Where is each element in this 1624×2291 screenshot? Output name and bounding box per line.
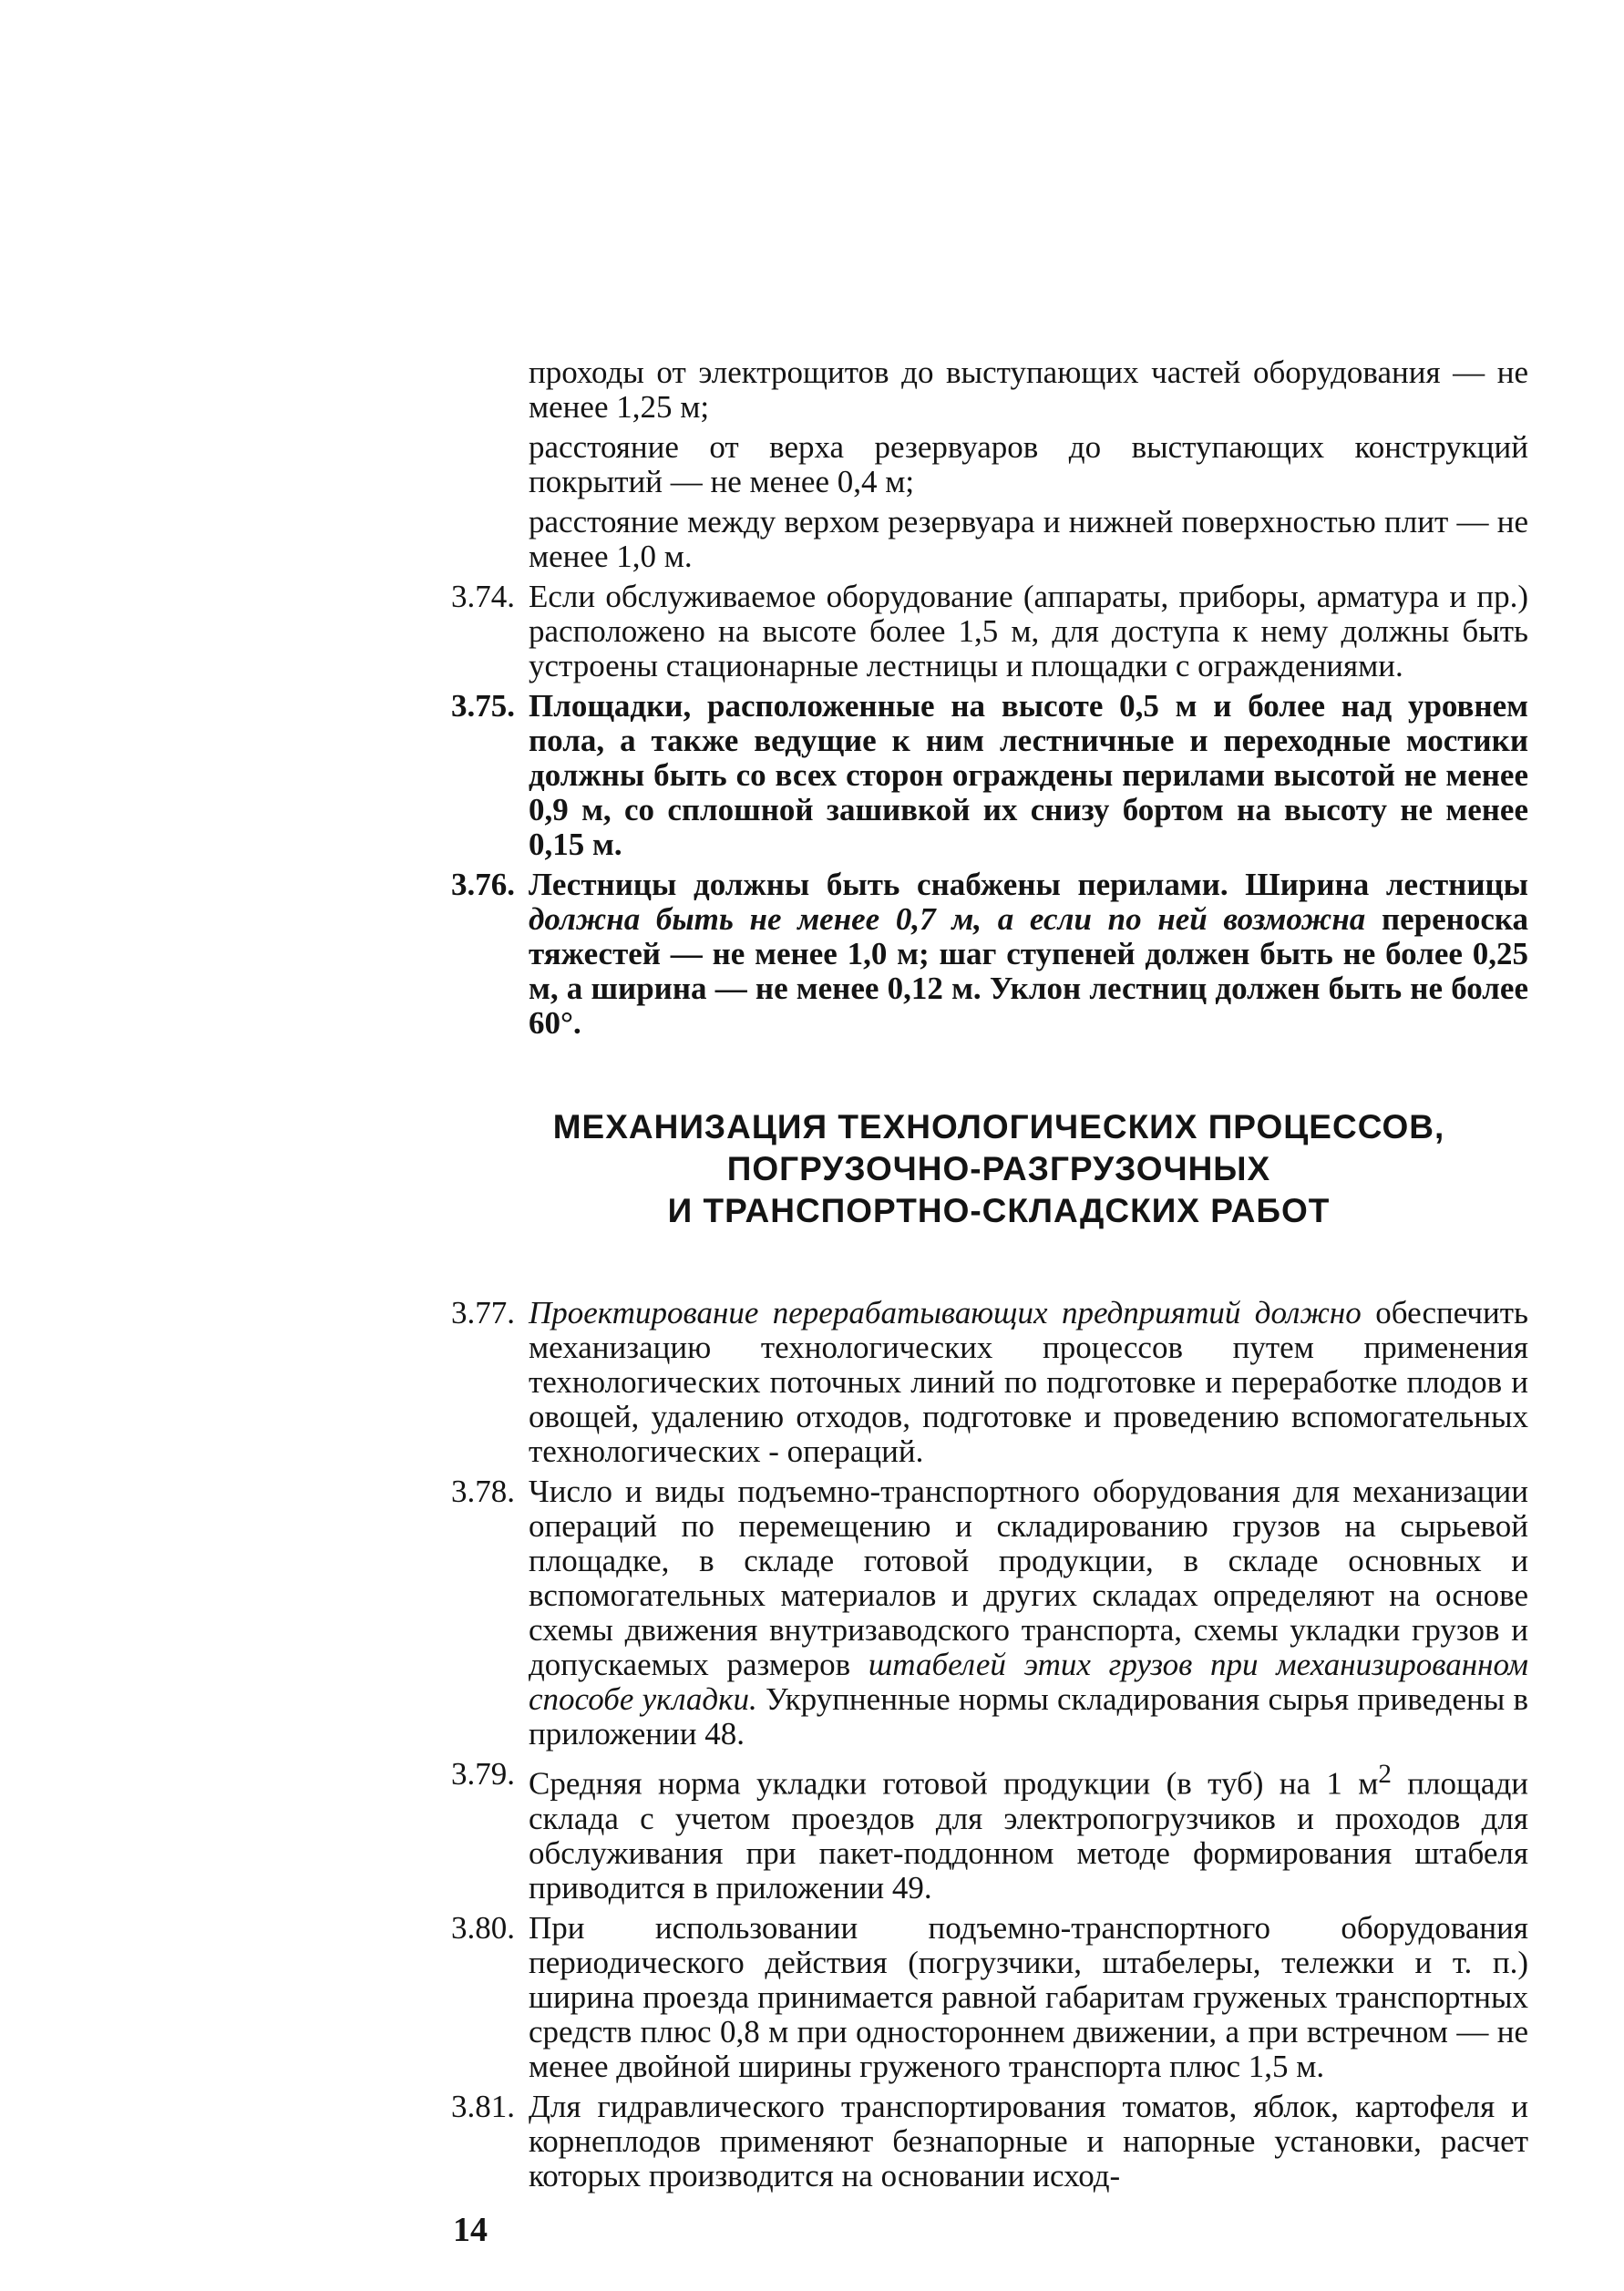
continuation-line-2: расстояние от верха резервуаров до выступающих конструкций покрытий — не менее 0,4 м; bbox=[529, 429, 1528, 499]
heading-line-3: И ТРАНСПОРТНО-СКЛАДСКИХ РАБОТ bbox=[667, 1192, 1331, 1229]
continuation-line-3: расстояние между верхом резервуара и нижней поверхностью плит — не менее 1,0 м. bbox=[529, 504, 1528, 574]
clause-number: 3.77. bbox=[451, 1295, 515, 1330]
section-heading bbox=[451, 1106, 1528, 1232]
clause-text bbox=[529, 1296, 1528, 1469]
clause-number: 3.79. bbox=[451, 1756, 515, 1792]
heading-line-1: МЕХАНИЗАЦИЯ ТЕХНОЛОГИЧЕСКИХ ПРОЦЕССОВ, bbox=[552, 1108, 1445, 1146]
clause-3-81 bbox=[451, 2090, 1528, 2193]
clause-3-74 bbox=[451, 580, 1528, 683]
clause-number: 3.74. bbox=[451, 579, 515, 614]
clause-3-80 bbox=[451, 1911, 1528, 2084]
clause-text bbox=[529, 1757, 1528, 1906]
clause-3-76 bbox=[451, 868, 1528, 1041]
clause-text-part-a: Число и виды подъемно-транспортного оборудования для механизации операций по перемещению и складированию грузов на сырьевой площадке, в складе готовой продукции, в складе основных и вспомогательных материалов и других складах определяют на основе схемы движения внутризаводского транспорта, схемы укладки грузов и допускаемых размеров bbox=[529, 1474, 1528, 1682]
clause-text-part-b: обеспечить механизацию технологических процессов путем применения технологических поточных линий по подготовке и переработке плодов и овощей, удалению отходов, подготовке и проведению вспомогательных технологических - операций. bbox=[529, 1295, 1528, 1469]
clause-3-75 bbox=[451, 689, 1528, 862]
clause-3-77 bbox=[451, 1296, 1528, 1469]
page-content bbox=[451, 355, 1528, 2199]
clause-text: Для гидравлического транспортирования томатов, яблок, картофеля и корнеплодов применяют безнапорные и напорные установки, расчет которых производится на основании исход- bbox=[529, 2088, 1528, 2193]
clause-number: 3.78. bbox=[451, 1474, 515, 1509]
clause-text: Площадки, расположенные на высоте 0,5 м и более над уровнем пола, а также ведущие к ним лестничные и переходные мостики должны быть со всех сторон ограждены перилами высотой не менее 0,9 м, со сплошной зашивкой их снизу бортом на высоту не менее 0,15 м. bbox=[529, 688, 1528, 862]
clause-number: 3.80. bbox=[451, 1909, 515, 1946]
heading-line-2: ПОГРУЗОЧНО-РАЗГРУЗОЧНЫХ bbox=[726, 1150, 1271, 1187]
clause-3-78 bbox=[451, 1474, 1528, 1752]
continuation-line-1: проходы от электрощитов до выступающих частей оборудования — не менее 1,25 м; bbox=[529, 354, 1528, 425]
clause-text-part-a: Лестницы должны быть снабжены перилами. Ширина лестницы bbox=[529, 867, 1528, 902]
clause-number: 3.76. bbox=[451, 867, 515, 902]
clause-text-part-b: площади склада с учетом проездов для электропогрузчиков и проходов для обслуживания при пакет-поддонном методе формирования штабеля приводится в приложении 49. bbox=[529, 1765, 1528, 1906]
clause-text-italic: должна быть не менее 0,7 м, а если по ней возможна bbox=[529, 901, 1366, 937]
clause-text bbox=[529, 868, 1528, 1041]
clause-3-79 bbox=[451, 1757, 1528, 1906]
clause-number: 3.81. bbox=[451, 2088, 515, 2124]
clause-text bbox=[529, 1474, 1528, 1752]
clause-text: При использовании подъемно-транспортного оборудования периодического действия (погрузчики, штабелеры, тележки и т. п.) ширина проезда принимается равной габаритам груженых транспортных средств плюс 0,8 м при одностороннем движении, а при встречном — не менее двойной ширины груженого транспорта плюс 1,5 м. bbox=[529, 1909, 1528, 2084]
clause-text-italic: Проектирование перерабатывающих предприятий должно bbox=[529, 1295, 1362, 1330]
clause-number: 3.75. bbox=[451, 688, 515, 724]
clause-text-italic: штабелей этих грузов при механизированном способе укладки. bbox=[529, 1647, 1528, 1717]
page-number: 14 bbox=[453, 2211, 488, 2249]
clause-text-part-a: Средняя норма укладки готовой продукции (в туб) на 1 м bbox=[529, 1765, 1379, 1802]
clause-text: Если обслуживаемое оборудование (аппараты, приборы, арматура и пр.) расположено на высоте более 1,5 м, для доступа к нему должны быть устроены стационарные лестницы и площадки с ограждениями. bbox=[529, 579, 1528, 683]
clause-text-part-b: переноска тяжестей — не менее 1,0 м; шаг ступеней должен быть не более 0,25 м, а ширина — не менее 0,12 м. Уклон лестниц должен быть не более 60°. bbox=[529, 901, 1528, 1041]
clause-text-part-b: Укрупненные нормы складирования сырья приведены в приложении 48. bbox=[529, 1681, 1529, 1752]
superscript-two: 2 bbox=[1378, 1760, 1392, 1789]
